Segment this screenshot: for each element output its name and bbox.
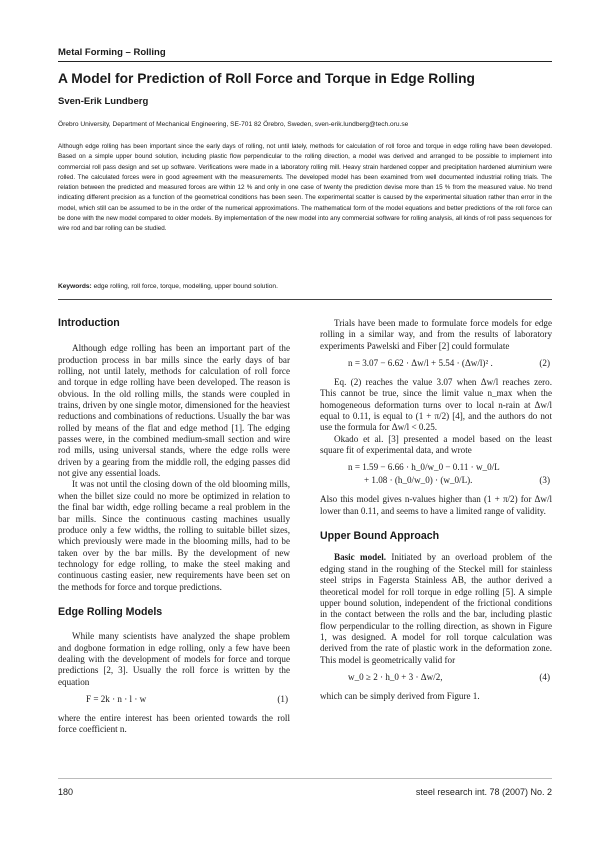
equation-1-number: (1) [277,693,288,704]
header-rule [58,61,552,62]
equation-3-line-1: n = 1.59 − 6.66 · h_0/w_0 − 0.11 · w_0/L [348,462,500,473]
basic-model-lead: Basic model. [334,552,387,563]
keywords-label: Keywords: [58,283,92,290]
equation-2-expression: n = 3.07 − 6.62 · Δw/l + 5.54 · (Δw/l)² . [348,358,493,369]
introduction-heading: Introduction [58,317,120,329]
footer-rule [58,778,552,779]
models-paragraph-1: While many scientists have analyzed the shape problem and dogbone formation in edge rolling, only a few have been dealing with the development of models for force and torque predictions [2, 3]. Usually the roll force is written by the equation [58,631,290,687]
equation-4 [320,672,552,685]
intro-paragraph-2: It was not until the closing down of the old blooming mills, when the billet size could no more be optimized in relation to the final bar width, edge rolling became a real problem in the bar mills. Since the continuous casting machines usually produce only a few widths, the rolling to suitable billet sizes, which previously were made in the blooming mills, had to be taken over by the bar mills. By the development of new technology for edge rolling, to make the steel making and continuous casting easier, new requirements have been set on the methods for force and torque predictions. [58,479,290,592]
keywords [58,283,552,290]
equation-1 [58,694,290,707]
paper-title: A Model for Prediction of Roll Force and Torque in Edge Rolling [58,71,475,86]
equation-3 [320,462,552,488]
equation-4-number: (4) [539,671,550,682]
equation-3-line-2: + 1.08 · (h_0/w_0) · (w_0/L). [364,475,473,486]
right-paragraph-3: Okado et al. [3] presented a model based on the least square fit of experimental data, and wrote [320,433,552,456]
equation-2-number: (2) [539,358,550,369]
journal-reference: steel research int. 78 (2007) No. 2 [415,787,552,797]
section-label: Metal Forming – Rolling [58,47,166,58]
upper-bound-text-1: Initiated by an overload problem of the edging stand in the roughing of the Steckel mill for stainless steel strips in Fagersta Stainless AB, the author derived a theoretical model for roll torque in edge rolling [5]. A simple upper bound solution, independent of the frictional conditions in the contact between the rolls and the bar, including plastic flow perpendicular to the rolling direction, as shown in Figure 1, was designed. A model for roll torque calculation was derived from the rate of plastic work in the deformation zone. This model is geometrically valid for [320,552,552,665]
right-paragraph-1: Trials have been made to formulate force models for edge rolling in a similar way, and from the results of laboratory experiments Pawelski and Fiber [2] could formulate [320,318,552,351]
upper-bound-heading: Upper Bound Approach [320,530,440,543]
equation-3-number: (3) [539,475,550,486]
equation-2 [320,358,552,371]
right-paragraph-2: Eq. (2) reaches the value 3.07 when Δw/l reaches zero. This cannot be true, since the limit value n_max when the homogeneous deformation turns over to local n-rain at Δw/l equal to 0.11, is equal to (1 + π/2) [4], and the authors do not use the formula for Δw/l < 0.25. [320,377,552,433]
author-affiliation: Örebro University, Department of Mechanical Engineering, SE-701 82 Örebro, Sweden, sven-erik.lundberg@tech.oru.se [58,121,409,128]
models-paragraph-2: where the entire interest has been oriented towards the roll force coefficient n. [58,712,290,735]
intro-paragraph-1: Although edge rolling has been an important part of the production process in bar mills since the early days of bar rolling, not until lately, methods for calculation of roll force and torque in edge rolling have been developed. The reason is obvious. In the old rolling mills, the stands were coupled in trains, driven by one single motor, dimensioned for the heaviest reductions and combinations of reductions. Usually the bar was rolled by means of the flat and edge method [1]. The edging passes were, in the combined medium-small section and wire rod mills, using universal stands, where the edge rolls were driven by a gearing from the middle roll, the edging passes did not give any essential loads. [58,343,290,479]
abstract-rule [58,299,552,300]
equation-1-expression: F = 2k · n · l · w [86,693,147,704]
right-paragraph-4: Also this model gives n-values higher than (1 + π/2) for Δw/l lower than 0.11, and seems to have a limited range of validity. [320,494,552,516]
right-column [320,318,552,702]
left-column [58,318,290,736]
author-name: Sven-Erik Lundberg [58,96,149,107]
abstract: Although edge rolling has been important since the early days of rolling, not until lately, methods for calculation of roll force and torque in edge rolling have been developed. Based on a simple upper bound solution, including plastic flow perpendicular to the rolling direction, a model was derived and arranged to be possible to implement into commercial roll pass design and set up software. Verifications were made in a laboratory rolling mill. Heavy strain hardened copper and precipitation hardened aluminium were rolled. The calculated forces were in good agreement with the measurements. The developed model has been examined from well documented industrial rolling trials. The relation between the predicted and measured forces are within 12 % and only in one case of twenty the prediction devise more than 15 % from the measured value. No trend indicating different precision as a function of the geometrical conditions has been seen. The experimental scatter is caused by the experimental situation rather than error in the model, which still can be assumed to be in the order of the numerical approximations. The mathematical form of the model equations and better predictions of the roll force can be done with the new model compared to older models. By implementation of the new model into any commercial software for rolling analysis, all kinds of roll pass sequences for wire rod and bar rolling can be studied. [58,143,552,233]
upper-bound-paragraph-1 [320,552,552,665]
keywords-text: edge rolling, roll force, torque, modelling, upper bound solution. [93,283,278,290]
edge-rolling-models-heading: Edge Rolling Models [58,605,163,618]
upper-bound-paragraph-2: which can be simply derived from Figure 1. [320,690,480,701]
equation-4-expression: w_0 ≥ 2 · h_0 + 3 · Δw/2, [348,671,443,682]
page-number: 180 [58,787,74,797]
